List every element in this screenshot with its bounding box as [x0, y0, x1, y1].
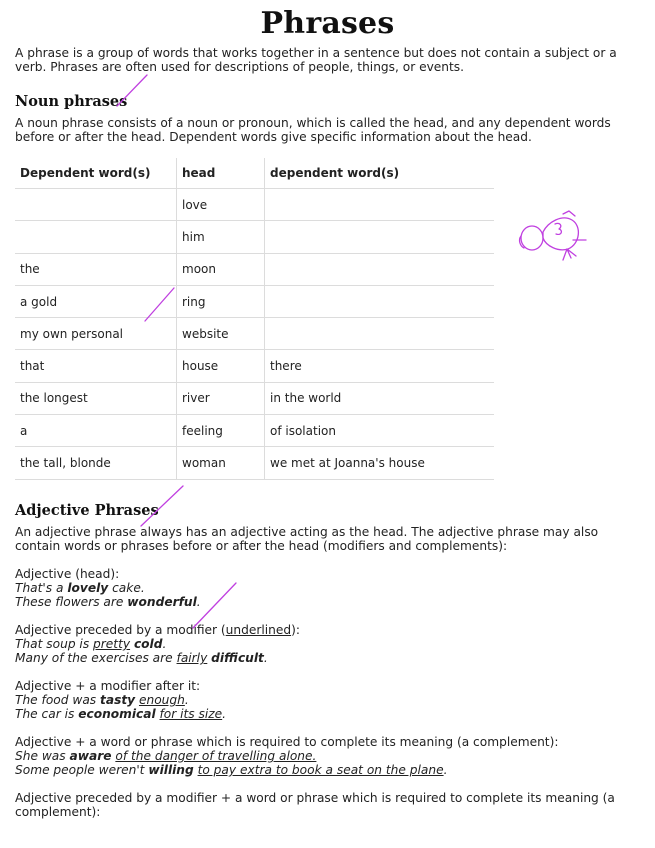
sentence-text: . — [443, 763, 448, 777]
table-cell — [15, 189, 177, 221]
intro-paragraph: A phrase is a group of words that works together in a sentence but does not contain a subject or a verb. Phrases are often used for descriptions of people, things, or events. — [15, 46, 617, 74]
noun-phrases-text: A noun phrase consists of a noun or pronoun, which is called the head, and any dependent words before or after the head. Dependent words give specific information about the head. — [15, 116, 611, 144]
table-row — [15, 318, 494, 350]
table-cell: there — [265, 350, 495, 382]
example-sentence — [15, 581, 640, 595]
sentence-text: Some people weren't — [15, 763, 149, 777]
page-title: Phrases — [260, 6, 395, 41]
noun-phrases-heading: Noun phrases — [15, 93, 128, 110]
sentence-text: . — [196, 595, 201, 609]
table-row — [15, 285, 494, 317]
example-sentence — [15, 763, 640, 777]
modifier: for its size — [159, 707, 223, 721]
group-label: Adjective (head): — [15, 567, 120, 581]
column-header: head — [177, 158, 265, 189]
adjective-head: difficult — [211, 651, 264, 665]
label-text: ): — [291, 623, 300, 637]
adjective-phrases-heading: Adjective Phrases — [15, 502, 159, 519]
table-row — [15, 447, 494, 479]
example-group-modifier-complement-label: Adjective preceded by a modifier + a word or phrase which is required to complete its meaning (a complement): — [15, 791, 615, 819]
sentence-text: . — [184, 693, 189, 707]
table-header-row — [15, 158, 494, 189]
sentence-text: She was — [15, 749, 70, 763]
group-label: Adjective + a modifier after it: — [15, 679, 201, 693]
table-cell: a gold — [15, 285, 177, 317]
table-row — [15, 382, 494, 414]
adjective-head: wonderful — [127, 595, 197, 609]
table-cell: website — [177, 318, 265, 350]
adjective-head: tasty — [100, 693, 136, 707]
example-sentence — [15, 707, 640, 721]
adjective-head: economical — [78, 707, 156, 721]
example-sentence — [15, 693, 640, 707]
example-sentence — [15, 749, 640, 763]
modifier: pretty — [93, 637, 131, 651]
table-cell: ring — [177, 285, 265, 317]
table-cell: a — [15, 415, 177, 447]
table-row — [15, 189, 494, 221]
table-cell: in the world — [265, 382, 495, 414]
noun-phrase-table — [15, 158, 494, 480]
sentence-text: The car is — [15, 707, 79, 721]
label-underlined: underlined — [225, 623, 292, 637]
example-sentence — [15, 595, 640, 609]
sentence-text: The food was — [15, 693, 101, 707]
example-group-modifier-before — [15, 623, 640, 665]
table-cell — [265, 189, 495, 221]
table-cell: the longest — [15, 382, 177, 414]
group-label — [15, 623, 640, 637]
bird-doodle — [520, 211, 586, 260]
complement: to pay extra to book a seat on the plane — [197, 763, 444, 777]
sentence-text: . — [263, 651, 268, 665]
adjective-head: cold — [133, 637, 163, 651]
table-cell: the tall, blonde — [15, 447, 177, 479]
adjective-phrases-text: An adjective phrase always has an adjective acting as the head. The adjective phrase may also contain words or phrases before or after the head (modifiers and complements): — [15, 525, 599, 553]
column-header: dependent word(s) — [270, 166, 400, 180]
adjective-head: lovely — [67, 581, 109, 595]
table-cell: river — [177, 382, 265, 414]
sentence-text: . — [222, 707, 227, 721]
column-header: Dependent word(s) — [15, 158, 177, 189]
sentence-text: . — [162, 637, 167, 651]
complement: of the danger of travelling alone. — [115, 749, 317, 763]
table-cell — [265, 253, 495, 285]
example-sentence — [15, 651, 640, 665]
modifier: enough — [138, 693, 185, 707]
table-cell: moon — [177, 253, 265, 285]
group-label: Adjective + a word or phrase which is required to complete its meaning (a complement): — [15, 735, 559, 749]
table-cell: the — [15, 253, 177, 285]
table-cell: him — [177, 221, 265, 253]
example-group-modifier-after — [15, 679, 640, 721]
sentence-text: That's a — [15, 581, 68, 595]
table-row — [15, 253, 494, 285]
table-cell: love — [177, 189, 265, 221]
example-group-head — [15, 567, 640, 609]
table-cell: of isolation — [265, 415, 495, 447]
table-row — [15, 221, 494, 253]
table-cell: my own personal — [15, 318, 177, 350]
table-cell — [265, 318, 495, 350]
table-row — [15, 415, 494, 447]
table-cell: that — [15, 350, 177, 382]
table-row — [15, 350, 494, 382]
sentence-text: That soup is — [15, 637, 94, 651]
example-group-complement — [15, 735, 640, 777]
table-cell: feeling — [177, 415, 265, 447]
table-cell: woman — [177, 447, 265, 479]
table-cell — [265, 221, 495, 253]
table-cell: we met at Joanna's house — [265, 447, 495, 479]
sentence-text: Many of the exercises are — [15, 651, 177, 665]
sentence-text: These flowers are — [15, 595, 128, 609]
adjective-head: aware — [69, 749, 112, 763]
modifier: fairly — [176, 651, 208, 665]
table-cell: house — [177, 350, 265, 382]
example-sentence — [15, 637, 640, 651]
table-cell — [265, 285, 495, 317]
adjective-head: willing — [148, 763, 194, 777]
table-cell — [15, 221, 177, 253]
sentence-text: cake. — [108, 581, 145, 595]
label-text: Adjective preceded by a modifier ( — [15, 623, 226, 637]
